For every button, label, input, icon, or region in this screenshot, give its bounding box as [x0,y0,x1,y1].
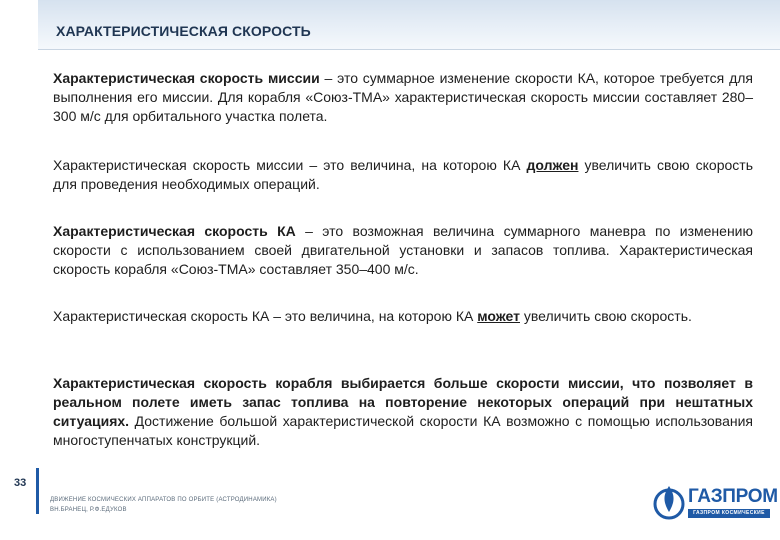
paragraph-2-text-after: увеличить свою скорость для проведения необходимых операций. [53,157,753,192]
gazprom-logo [648,482,778,525]
page-number: 33 [14,477,27,489]
paragraph-2-text-before: Характеристическая скорость миссии – это величина, на которою КА [53,157,527,173]
paragraph-1-lead: Характеристическая скорость миссии [53,70,320,86]
paragraph-2-emphasis: должен [526,157,579,173]
flame-icon [652,482,686,520]
paragraph-3-lead: Характеристическая скорость КА [53,223,296,239]
footer-authors: ВН.БРАНЕЦ, Р.Ф.ЕДУКОВ [50,507,127,513]
header-rule [38,49,780,50]
paragraph-4-text-after: увеличить свою скорость. [520,308,692,324]
paragraph-2 [53,156,753,194]
paragraph-4-emphasis: может [477,308,520,324]
paragraph-4-text-before: Характеристическая скорость КА – это величина, на которою КА [53,308,478,324]
paragraph-1 [53,69,753,126]
paragraph-1-text: – это суммарное изменение скорости КА, которое требуется для выполнения его миссии. Для корабля «Союз-ТМА» характеристическая скорость миссии составляет 280–300 м/с для орбитального участка полета. [53,70,753,124]
logo-tagline: ГАЗПРОМ КОСМИЧЕСКИЕ СИСТЕМЫ [688,509,770,518]
paragraph-5-bold: Характеристическая скорость корабля выбирается больше скорости миссии, что позволяет в реальном полете иметь запас топлива на повторение некоторых операций при нештатных ситуациях. [53,375,753,429]
paragraph-4 [53,307,692,326]
footer-course-title: ДВИЖЕНИЕ КОСМИЧЕСКИХ АППАРАТОВ ПО ОРБИТЕ (АСТРОДИНАМИКА) [50,497,277,503]
slide-header [38,0,780,50]
slide-title: ХАРАКТЕРИСТИЧЕСКАЯ СКОРОСТЬ [56,23,311,39]
slide-footer [0,460,780,540]
footer-accent-bar [36,468,39,514]
paragraph-5-text: Достижение большой характеристической скорости КА возможно с помощью использования многоступенчатых конструкций. [53,413,753,448]
logo-wordmark: ГАЗПРОМ [688,486,778,507]
paragraph-5 [53,374,753,450]
paragraph-3-text: – это возможная величина суммарного маневра по изменению скорости с использованием своей двигательной установки и запасов топлива. Характеристическая скорость корабля «Союз-ТМА» составляет 350–400 м/с. [53,223,754,277]
paragraph-3 [53,222,753,279]
